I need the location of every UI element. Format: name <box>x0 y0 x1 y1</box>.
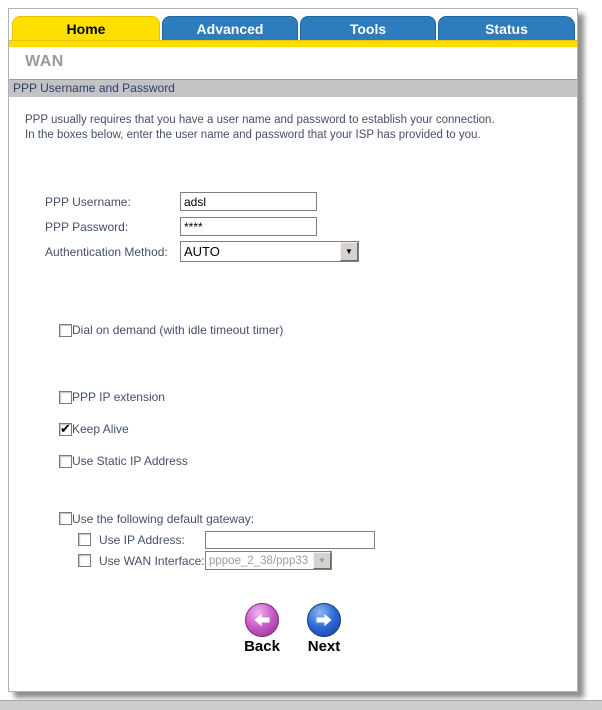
back-button[interactable] <box>242 603 282 655</box>
dropdown-arrow-icon: ▼ <box>340 242 358 261</box>
use-static-ip-row <box>59 445 188 477</box>
use-wan-interface-checkbox[interactable] <box>78 554 91 567</box>
password-row <box>45 214 359 239</box>
intro-line-1: PPP usually requires that you have a user name and password to establish your connection. <box>25 114 495 126</box>
keep-alive-label: Keep Alive <box>72 422 129 436</box>
use-static-ip-label: Use Static IP Address <box>72 454 188 468</box>
wan-settings-page <box>8 8 578 692</box>
auth-method-row <box>45 239 359 264</box>
ppp-credentials-form <box>45 189 359 264</box>
section-title-bar: PPP Username and Password <box>9 79 577 97</box>
main-nav-tabs <box>12 16 577 40</box>
page-title: WAN <box>25 53 64 70</box>
use-wan-interface-row <box>78 550 383 571</box>
tab-advanced[interactable]: Advanced <box>162 16 298 40</box>
tab-home[interactable]: Home <box>12 16 160 40</box>
username-row <box>45 189 359 214</box>
dial-on-demand-row <box>59 314 283 346</box>
use-ip-address-checkbox[interactable] <box>78 533 91 546</box>
dial-on-demand-label: Dial on demand (with idle timeout timer) <box>72 323 284 337</box>
username-input[interactable] <box>180 192 317 211</box>
next-button[interactable] <box>304 603 344 655</box>
wizard-nav-buttons <box>9 603 577 655</box>
page-bottom-strip <box>0 700 602 710</box>
ppp-ip-extension-row <box>59 381 188 413</box>
dropdown-arrow-icon: ▼ <box>313 552 331 569</box>
tab-tools[interactable]: Tools <box>300 16 436 40</box>
use-ip-address-label: Use IP Address: <box>99 532 185 547</box>
gateway-sub-options <box>78 529 383 571</box>
dial-on-demand-checkbox[interactable] <box>59 324 72 337</box>
intro-text <box>25 113 495 143</box>
tab-underline-bar <box>9 40 577 47</box>
ppp-ip-extension-label: PPP IP extension <box>72 390 165 404</box>
default-gateway-checkbox[interactable] <box>59 512 72 525</box>
auth-method-label: Authentication Method: <box>45 244 168 259</box>
next-arrow-icon <box>307 603 341 637</box>
username-label: PPP Username: <box>45 194 131 209</box>
gateway-ip-input[interactable] <box>205 531 375 549</box>
password-label: PPP Password: <box>45 219 129 234</box>
wan-interface-value: pppoe_2_38/ppp33 <box>209 555 309 567</box>
default-gateway-label: Use the following default gateway: <box>72 511 255 526</box>
back-arrow-icon <box>245 603 279 637</box>
use-ip-address-row <box>78 529 383 550</box>
default-gateway-row <box>59 508 383 529</box>
ppp-options-group <box>59 381 188 477</box>
default-gateway-group <box>59 508 383 571</box>
wan-interface-select[interactable] <box>205 551 332 570</box>
keep-alive-checkbox[interactable] <box>59 423 72 436</box>
keep-alive-row <box>59 413 188 445</box>
tab-status[interactable]: Status <box>438 16 575 40</box>
intro-line-2: In the boxes below, enter the user name and password that your ISP has provided to you. <box>25 129 481 141</box>
use-static-ip-checkbox[interactable] <box>59 455 72 468</box>
password-input[interactable] <box>180 217 317 236</box>
ppp-ip-extension-checkbox[interactable] <box>59 391 72 404</box>
auth-method-select[interactable] <box>180 241 359 262</box>
use-wan-interface-label: Use WAN Interface: <box>99 553 205 568</box>
next-button-label: Next <box>307 638 341 655</box>
auth-method-value: AUTO <box>184 244 220 259</box>
back-button-label: Back <box>244 638 280 655</box>
